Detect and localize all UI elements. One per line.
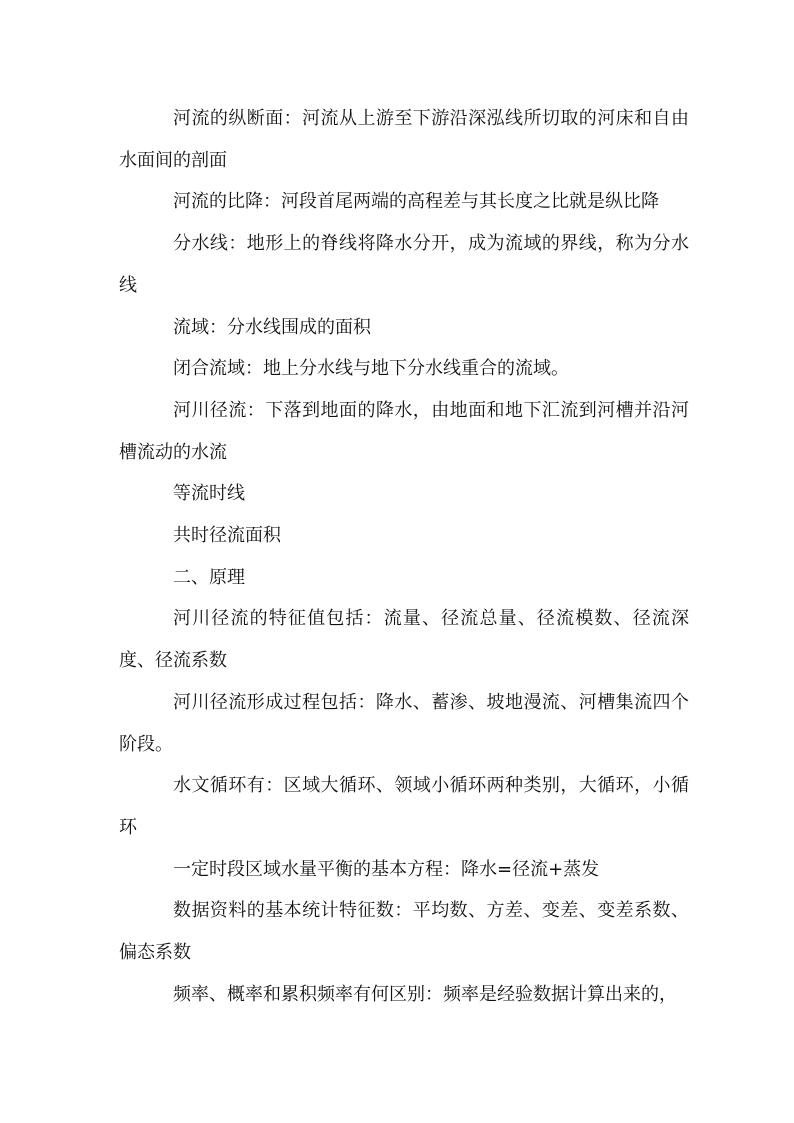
paragraph-hydrologic-cycle: 水文循环有：区域大循环、领域小循环两种类别，大循环，小循环 bbox=[119, 775, 689, 838]
paragraph-contributing-area: 共时径流面积 bbox=[173, 525, 281, 547]
paragraph-river-runoff: 河川径流：下落到地面的降水，由地面和地下汇流到河槽并沿河槽流动的水流 bbox=[119, 399, 689, 463]
paragraph-runoff-characteristics: 河川径流的特征值包括：流量、径流总量、径流模数、径流深度、径流系数 bbox=[119, 608, 689, 672]
paragraph-water-balance: 一定时段区域水量平衡的基本方程：降水=径流+蒸发 bbox=[173, 858, 600, 880]
paragraph-river-slope: 河流的比降：河段首尾两端的高程差与其长度之比就是纵比降 bbox=[173, 191, 659, 213]
document-body bbox=[119, 98, 689, 1015]
paragraph-longitudinal-profile: 河流的纵断面：河流从上游至下游沿深泓线所切取的河床和自由水面间的剖面 bbox=[119, 108, 689, 171]
paragraph-closed-basin: 闭合流域：地上分水线与地下分水线重合的流域。 bbox=[173, 358, 569, 380]
paragraph-statistics: 数据资料的基本统计特征数：平均数、方差、变差、变差系数、偏态系数 bbox=[119, 900, 689, 964]
section-heading-principles: 二、原理 bbox=[173, 566, 245, 588]
paragraph-divide: 分水线：地形上的脊线将降水分开，成为流域的界线，称为分水线 bbox=[119, 233, 689, 296]
paragraph-frequency: 频率、概率和累积频率有何区别：频率是经验数据计算出来的， bbox=[173, 983, 677, 1005]
paragraph-isochrone: 等流时线 bbox=[173, 483, 245, 505]
paragraph-basin: 流域：分水线围成的面积 bbox=[173, 316, 371, 338]
paragraph-runoff-process: 河川径流形成过程包括：降水、蓄渗、坡地漫流、河槽集流四个阶段。 bbox=[119, 691, 689, 755]
